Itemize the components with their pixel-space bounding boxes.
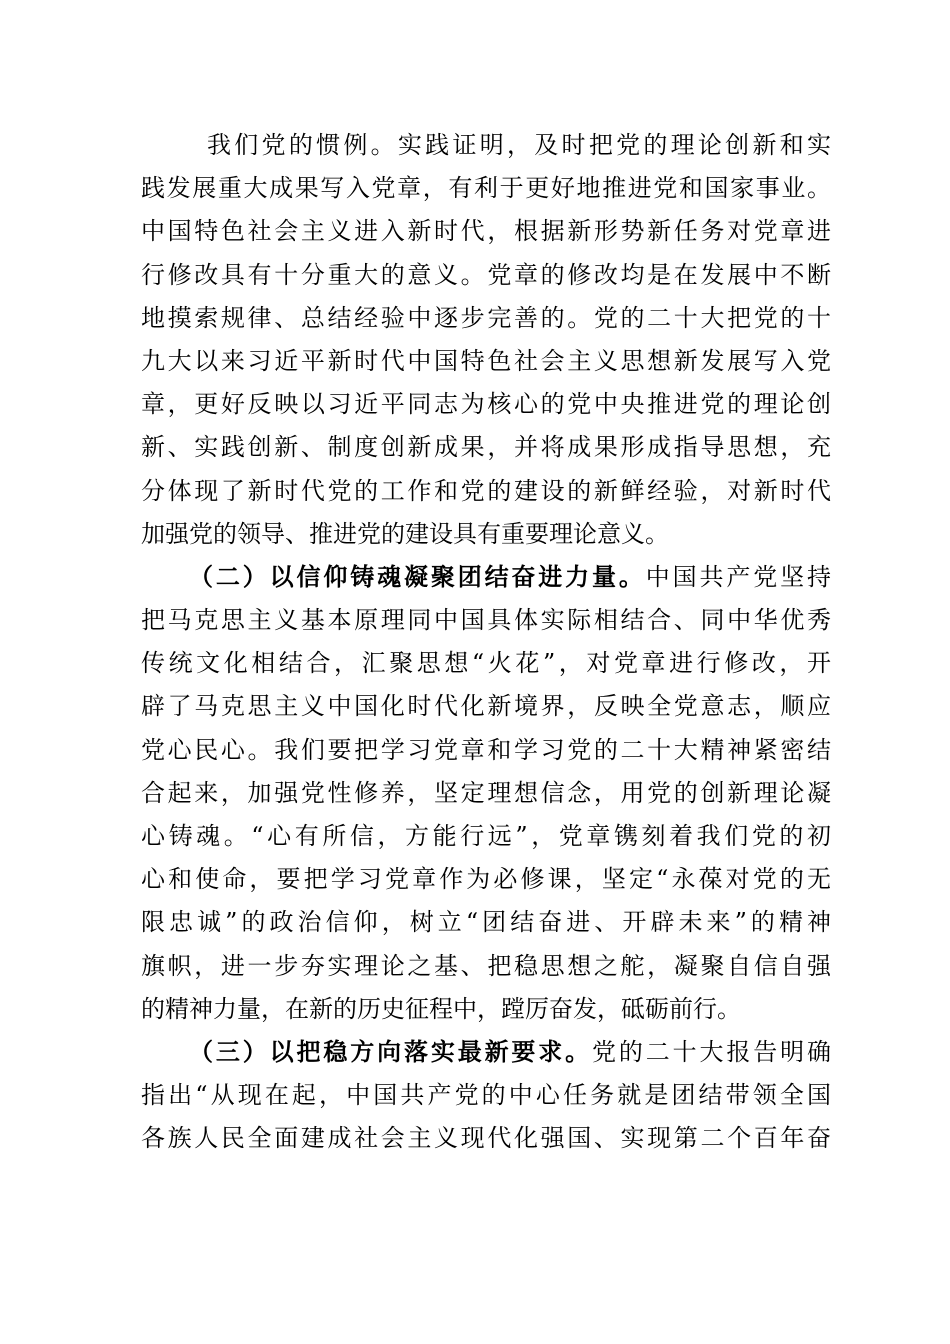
paragraph-line: 心和使命，要把学习党章作为必修课，坚定“永葆对党的无 — [141, 865, 831, 894]
paragraph-line: 中国特色社会主义进入新时代，根据新形势新任务对党章进 — [141, 217, 831, 246]
paragraph-3 — [141, 1031, 831, 1161]
paragraph-line: 把马克思主义基本原理同中国具体实际相结合、同中华优秀 — [141, 606, 831, 635]
paragraph-line: 地摸索规律、总结经验中逐步完善的。党的二十大把党的十 — [141, 303, 831, 332]
paragraph-line: 分体现了新时代党的工作和党的建设的新鲜经验，对新时代 — [141, 476, 831, 505]
section-heading-2: （二）以信仰铸魂凝聚团结奋进力量。 — [189, 562, 646, 591]
paragraph-line: 指出“从现在起，中国共产党的中心任务就是团结带领全国 — [141, 1081, 831, 1110]
paragraph-line: 行修改具有十分重大的意义。党章的修改均是在发展中不断 — [141, 260, 831, 289]
paragraph-line: 各族人民全面建成社会主义现代化强国、实现第二个百年奋 — [141, 1124, 831, 1153]
paragraph-line: 章，更好反映以习近平同志为核心的党中央推进党的理论创 — [141, 390, 831, 419]
paragraph-line: 心铸魂。“心有所信，方能行远”，党章镌刻着我们党的初 — [141, 822, 831, 850]
paragraph-line: 践发展重大成果写入党章，有利于更好地推进党和国家事业。 — [141, 174, 831, 203]
paragraph-line: 新、实践创新、制度创新成果，并将成果形成指导思想，充 — [141, 433, 831, 462]
paragraph-line: 的精神力量，在新的历史征程中，蹚厉奋发，砥砺前行。 — [141, 994, 741, 1023]
paragraph-line: 辟了马克思主义中国化时代化新境界，反映全党意志，顺应 — [141, 692, 831, 721]
paragraph-line: 我们党的惯例。实践证明，及时把党的理论创新和实 — [207, 131, 831, 159]
paragraph-line: 旗帜，进一步夯实理论之基、把稳思想之舵，凝聚自信自强 — [141, 951, 831, 980]
paragraph-line: 限忠诚”的政治信仰，树立“团结奋进、开辟未来”的精神 — [141, 908, 831, 937]
paragraph-1 — [141, 124, 831, 556]
paragraph-first-line — [141, 1031, 831, 1074]
paragraph-line: 传统文化相结合，汇聚思想“火花”，对党章进行修改，开 — [141, 649, 831, 678]
paragraph-2 — [141, 556, 831, 1031]
paragraph-line: 合起来，加强党性修养，坚定理想信念，用党的创新理论凝 — [141, 778, 831, 807]
document-body — [141, 124, 831, 1161]
paragraph-line: 加强党的领导、推进党的建设具有重要理论意义。 — [141, 519, 669, 548]
paragraph-line: 党心民心。我们要把学习党章和学习党的二十大精神紧密结 — [141, 735, 831, 764]
paragraph-line: 九大以来习近平新时代中国特色社会主义思想新发展写入党 — [141, 346, 831, 375]
paragraph-first-line — [141, 556, 831, 599]
section-heading-3: （三）以把稳方向落实最新要求。 — [189, 1037, 593, 1066]
heading-line-rest: 中国共产党坚持 — [645, 562, 831, 591]
heading-line-rest: 党的二十大报告明确 — [592, 1037, 832, 1066]
